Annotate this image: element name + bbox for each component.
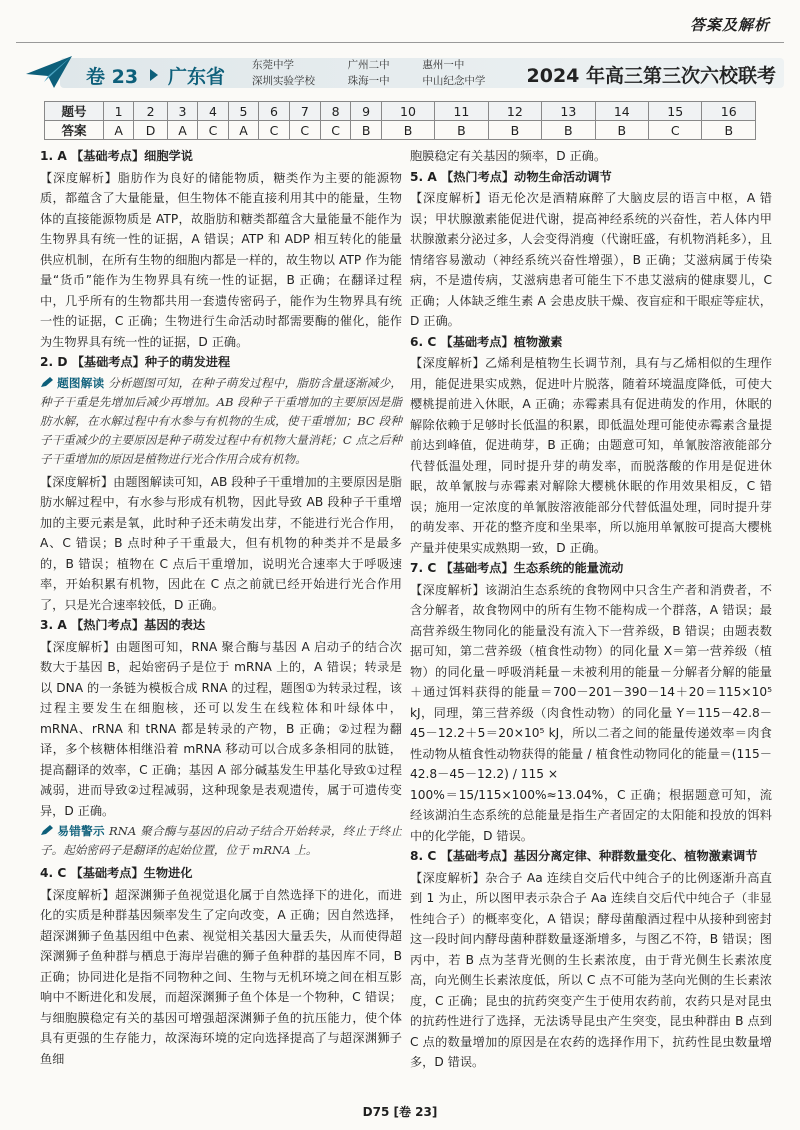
question-number: 15 (649, 102, 702, 121)
question-number: 7 (289, 102, 320, 121)
answer-cell: A (104, 121, 134, 140)
note-tag: 题图解读 (57, 375, 105, 390)
explanation-continuation: 胞膜稳定有关基因的频率，D 正确。 (410, 149, 607, 163)
page-footer: D75 [卷 23] (362, 1105, 438, 1119)
question-heading: 1. A 【基础考点】细胞学说 (40, 149, 193, 163)
question-number: 3 (167, 102, 197, 121)
school-name: 惠州一中 (422, 59, 465, 71)
explanation-paragraph: 【深度解析】超深渊狮子鱼视觉退化属于自然选择下的进化，而进化的实质是种群基因频率发生了定向改变，A 正确；因自然选择，超深渊狮子鱼基因组中色素、视觉相关基因大量丢失，从而使得超深渊狮子鱼种群与栖息于海岸岩礁的狮子鱼种群的基因库不同，B 正确；协同进化是指不同物种之间、生物与无机环境之间在相互影响中不断进化和发展，而超深渊狮子鱼个体是一个物种，C 错误；与细胞膜稳定有关的基因可增强超深渊狮子鱼的抗压能力，使个体具有更强的生存能力，故深海环境的定向选择提高了与超深渊狮子鱼细 (40, 887, 402, 1066)
question-heading: 5. A 【热门考点】动物生命活动调节 (410, 169, 612, 184)
question-number: 4 (198, 102, 229, 121)
answer-cell: C (198, 121, 229, 140)
note-text: 分析题图可知，在种子萌发过程中，脂肪含量逐渐减少，种子干重是先增加后减少再增加。AB 段种子干重增加的主要原因是脂肪水解，在水解过程中有水参与有机物的生成，使干重增加；BC 段种子干重减少的主要原因是种子萌发过程中有机物大量消耗；C 点之后种子干重增加的原因是植物进行光合作用合成有机物。 (40, 375, 402, 466)
row-label: 题号 (45, 102, 104, 121)
question-number: 13 (542, 102, 595, 121)
explanation-paragraph: 【深度解析】该湖泊生态系统的食物网中只含生产者和消费者，不含分解者，故食物网中的所有生物不能构成一个群落，A 错误；最高营养级生物同化的能量没有流入下一营养级，B 错误；由题表数据可知，第二营养级（植食性动物）的同化量 X＝第一营养级（植物）的同化量－呼吸消耗量－未被利用的能量－分解者分解的能量＋通过饵料获得的能量＝700－201－390－14＋20＝115×10⁵ kJ，同理，第三营养级（肉食性动物）的同化量 Y＝115－42.8－45－12.2＋5＝20×10⁵ kJ，所以二者之间的能量传递效率＝肉食性动物从植食性动物获得的能量 / 植食性动物同化的能量＝(115－42.8－45－12.2) / 115 × (410, 582, 772, 781)
volume-label: 卷 23 (86, 66, 139, 88)
answer-cell: B (381, 121, 434, 140)
answer-cell: B (435, 121, 488, 140)
question-number: 11 (435, 102, 488, 121)
answer-cell: B (488, 121, 541, 140)
question-heading: 8. C 【基础考点】基因分离定律、种群数量变化、植物激素调节 (410, 849, 758, 863)
common-mistake-note (40, 822, 402, 860)
question-number: 2 (134, 102, 168, 121)
question-number: 6 (259, 102, 290, 121)
question-heading: 3. A 【热门考点】基因的表达 (40, 618, 206, 632)
answer-table (44, 101, 756, 140)
corner-note: 答案及解析 (689, 16, 770, 34)
row-label: 答案 (45, 121, 104, 140)
pen-icon (40, 824, 54, 836)
answer-cell: B (351, 121, 381, 140)
question-number: 5 (228, 102, 258, 121)
answer-cell: B (542, 121, 595, 140)
left-column (40, 146, 402, 1069)
answer-cell: A (167, 121, 197, 140)
answer-cell: A (228, 121, 258, 140)
note-tag: 易错警示 (57, 824, 105, 838)
school-name: 中山纪念中学 (422, 75, 486, 87)
pen-icon (40, 376, 54, 388)
exam-banner (18, 50, 784, 96)
question-number: 9 (351, 102, 381, 121)
answer-row (45, 121, 756, 140)
question-heading: 6. C 【基础考点】植物激素 (410, 334, 563, 349)
triangle-icon (150, 69, 158, 81)
figure-interpretation-note (40, 374, 402, 469)
answer-cell: C (649, 121, 702, 140)
school-name: 珠海一中 (347, 75, 390, 87)
question-number-row (45, 102, 756, 121)
answer-cell: C (289, 121, 320, 140)
explanation-paragraph: 【深度解析】杂合子 Aa 连续自交后代中纯合子的比例逐渐升高直到 1 为止，所以图甲表示杂合子 Aa 连续自交后代中纯合子（非显性纯合子）的概率变化，A 错误；酵母菌酿酒过程中从接种到密封这一段时间内酵母菌种群数量逐渐增多，与图乙不符，B 错误；图丙中，若 B 点为茎背光侧的生长素浓度，由于背光侧生长素浓度高，向光侧生长素浓度低，所以 C 点不可能为茎向光侧的生长素浓度，C 正确；昆虫的抗药突变产生于使用农药前，农药只是对昆虫的抗药性进行了选择，无法诱导昆虫产生突变，昆虫种群由 B 点到 C 点的数量增加的原因是在农药的选择作用下，抗药性昆虫数量增多，D 错误。 (410, 870, 772, 1069)
explanation-paragraph: 【深度解析】由题图可知，RNA 聚合酶与基因 A 启动子的结合次数大于基因 B，起始密码子是位于 mRNA 上的，A 错误；转录是以 DNA 的一条链为模板合成 RNA 的过程，题图①为转录过程，该过程主要发生在细胞核，还可以发生在线粒体和叶绿体中，mRNA、rRNA 和 tRNA 都是转录的产物，B 正确；②过程为翻译，多个核糖体相继沿着 mRNA 移动可以合成多条相同的肽链，提高翻译的效率，C 正确；基因 A 部分碱基发生甲基化导致①过程减弱，进而导致②过程减弱，这种现象是表观遗传，属于可遗传变异，D 正确。 (40, 639, 402, 818)
school-name: 东莞中学 (252, 59, 294, 71)
answer-cell: B (702, 121, 756, 140)
question-number: 10 (381, 102, 434, 121)
right-column (410, 146, 772, 1073)
school-list (252, 57, 502, 88)
answer-cell: D (134, 121, 168, 140)
answer-cell: C (320, 121, 351, 140)
explanation-paragraph: 100%＝15/115×100%≈13.04%，C 正确；根据题意可知，流经该湖泊生态系统的总能量是指生产者固定的太阳能和投放的饵料中的化学能，D 错误。 (410, 787, 772, 843)
explanation-paragraph: 【深度解析】脂肪作为良好的储能物质，糖类作为主要的能源物质，都蕴含了大量能量，但生物体不能直接利用其中的能量，生物体的直接能源物质是 ATP，故脂肪和糖类都蕴含大量能量不能作为生物界具有统一性的证据，A 错误；ATP 和 ADP 相互转化的能量供应机制，在所有生物的细胞内都是一样的，故生物以 ATP 作为能量“货币”能作为生物界具有统一性的证据，B 正确；在翻译过程中，几乎所有的生物都共用一套遗传密码子，能作为生物界具有统一性的证据，C 正确；生物进行生命活动时都需要酶的催化，能作为生物界具有统一性的证据，D 正确。 (40, 170, 402, 349)
question-number: 16 (702, 102, 756, 121)
question-heading: 4. C 【基础考点】生物进化 (40, 866, 193, 880)
top-rule (16, 42, 784, 43)
paper-plane-icon (24, 52, 74, 92)
question-number: 12 (488, 102, 541, 121)
answer-cell: B (595, 121, 648, 140)
school-name: 深圳实验学校 (252, 75, 315, 87)
question-heading: 2. D 【基础考点】种子的萌发进程 (40, 355, 231, 369)
question-number: 14 (595, 102, 648, 121)
exam-title: 2024 年高三第三次六校联考 (526, 65, 776, 87)
note-text: RNA 聚合酶与基因的启动子结合开始转录，终止于终止子。起始密码子是翻译的起始位置，位于 mRNA 上。 (40, 824, 402, 857)
explanation-paragraph: 【深度解析】乙烯利是植物生长调节剂，具有与乙烯相似的生理作用，能促进果实成熟，促进叶片脱落，随着环境温度降低，可使大樱桃提前进入休眠，A 正确；赤霉素具有促进萌发的作用，休眠的解除依赖于足够时长低温的积累，即低温处理可能使赤霉素含量提前达到峰值，促进萌芽，B 正确；由题意可知，单氰胺溶液能部分代替低温处理，同时提升芽的萌发率，而脱落酸的作用是促进休眠，故单氰胺与赤霉素对解除大樱桃休眠的作用效果相反，C 错误；施用一定浓度的单氰胺溶液能部分代替低温处理，同时提升芽的萌发率、开花的整齐度和坐果率，所以施用单氰胺可提高大樱桃产量并使果实成熟期一致，D 正确。 (410, 356, 772, 555)
explanation-paragraph: 【深度解析】由题图解读可知，AB 段种子干重增加的主要原因是脂肪水解过程中，有水参与形成有机物，因此导致 AB 段种子干重增加的主要元素是氧，此时种子还未萌发出芽，不能进行光合作用，A、C 错误；B 点时种子干重最大，但有机物的种类并不是最多的，B 错误；植物在 C 点后干重增加，说明光合速率大于呼吸速率，开始积累有机物，因此在 C 点之前就已经开始进行光合作用了，只是光合速率较低，D 正确。 (40, 474, 402, 612)
province-label: 广东省 (168, 66, 226, 88)
school-name: 广州二中 (347, 59, 390, 71)
answer-cell: C (259, 121, 290, 140)
question-number: 1 (104, 102, 134, 121)
explanation-paragraph: 【深度解析】语无伦次是酒精麻醉了大脑皮层的语言中枢，A 错误；甲状腺激素能促进代谢，提高神经系统的兴奋性，若人体内甲状腺激素分泌过多，人会变得消瘦（代谢旺盛，有机物消耗多），且情绪容易激动（神经系统兴奋性增强），B 正确；艾滋病属于传染病，不是遗传病，艾滋病患者可能生下不患艾滋病的健康婴儿，C 正确；人体缺乏维生素 A 会患皮肤干燥、夜盲症和干眼症等症状，D 正确。 (410, 191, 772, 328)
question-number: 8 (320, 102, 351, 121)
question-heading: 7. C 【基础考点】生态系统的能量流动 (410, 561, 624, 575)
